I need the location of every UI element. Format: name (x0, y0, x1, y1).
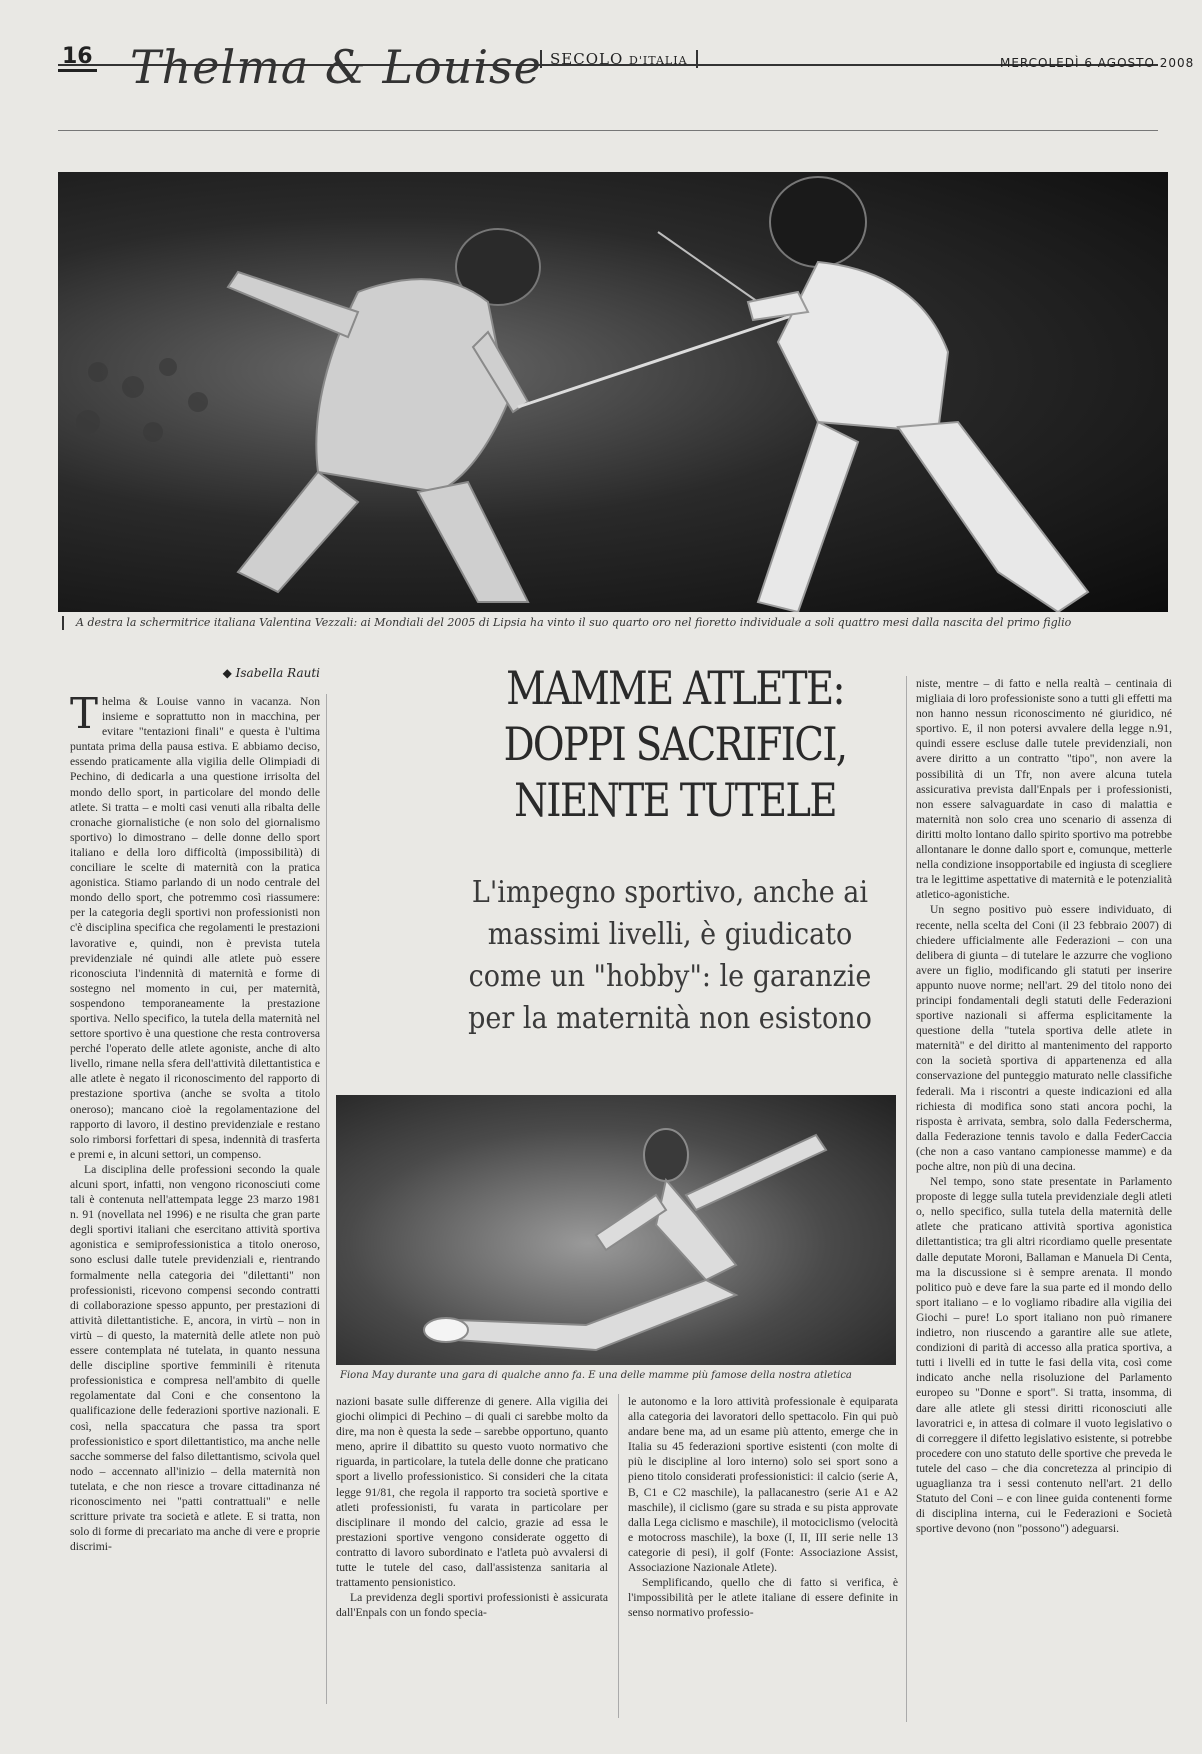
column-separator (906, 676, 907, 1722)
mid-photo-caption: Fiona May durante una gara di qualche anno fa. È una delle mamme più famose della nostra atletica (340, 1370, 852, 1381)
fencing-illustration (58, 172, 1168, 612)
text-column-4 (916, 676, 1172, 1722)
col4-paragraph-3: Nel tempo, sono state presentate in Parlamento proposte di legge sulla tutela previdenziale degli atleti o, nello specifico, sulla tutela della maternità delle atlete che praticano attività sportiva agonistica dilettantistica; tra gli altri ricordiamo quelle presentate dalle deputate Moroni, Ballaman e Manuela Di Centa, ma la discussione si è sempre arenata. Il mondo politico può e deve fare la sua parte ed il mondo dello sport italiano – e lo vogliamo ribadire alla vigilia dei Giochi – pure! Lo sport italiano non può rimanere indietro, non riuscendo a garantire alle sue atlete, condizioni di parità di accesso alla pratica sportiva, a tutti i livelli ed in tutte le fasi della vita, così come indicato anche nella risoluzione del Parlamento europeo su "Donne e sport". Si tratta, insomma, di dare alle atlete gli stessi diritti riconosciuti alle lavoratrici e, in attesa di colmare il vuoto legislativo o di correggere il difetto legislativo esistente, si potrebbe procedere con uno statuto delle sportive che preveda le tutele del caso – che dia concretezza al principio di uguaglianza tra i sessi contenuto nell'art. 21 dello Statuto del Coni – e con linee guida contenenti forme di disciplina interna, cui le Federazioni e Società sportive devono (non "possono") adeguarsi. (916, 1175, 1172, 1536)
page-number: 16 (58, 44, 97, 72)
col4-paragraph-2: Un segno positivo può essere individuato, di recente, nella scelta del Coni (il 23 febbraio 2007) di chiedere ufficialmente alle Federazioni – con una delibera di giunta – di tutelare le azzurre che vogliono avere un figlio, modificando gli statuti per inserire appunto nuove norme; nell'art. 29 del titolo nono dei principi fondamentali degli statuti delle Federazioni sportive nazionali si afferma esplicitamente la questione della "tutela sportiva delle atlete in maternità" e del diritto al mantenimento del rapporto con la società sportiva di appartenenza ed alla conservazione del punteggio maturato nelle classifiche federali. Ma i riscontri a queste indicazioni ed alla richiesta di modifica sono stati ancora pochi, la risposta è arrivata, sembra, solo dalla Federscherma, dalla Federazione tennis tavolo e dalla FederCaccia (che non a caso vantano campionesse mamme) e da poche altre, non più di una decina. (916, 903, 1172, 1173)
col3-paragraph-1: le autonomo e la loro attività professionale è equiparata alla categoria dei lavoratori dello spettacolo. Fin qui può andare bene ma, ad un esame più attento, emerge che in Italia su 45 federazioni sportive esistenti (con molte di più le discipline al loro interno) solo sei sport sono a pieno titolo considerati professionistici: il calcio (serie A, B, C1 e C2 maschile), la pallacanestro (serie A1 e A2 maschile), il ciclismo (gare su strada e su pista approvate dalla Lega ciclismo e maschile), il motociclismo (velocità e motocross maschile), la boxe (I, II, III serie nelle 13 categorie di pesi), il golf (Fonte: Associazione Assist, Associazione Nazionale Atlete). (628, 1395, 898, 1575)
article-subhead: L'impegno sportivo, anche ai massimi livelli, è giudicato come un "hobby": le garanzie per la maternità non esistono (468, 875, 872, 1036)
col1-paragraph-1: helma & Louise vanno in vacanza. Non insieme e soprattutto non in macchina, per evitare "tentazioni finali" e questa è l'ultima puntata prima della pausa estiva. E abbiamo deciso, essendo praticamente alla vigilia delle Olimpiadi di Pechino, di dedicarla a una questione irrisolta del mondo dello sport, in particolare del mondo delle atlete. Si tratta – e molti casi venuti alla ribalta delle cronache giornalistiche (e non solo del giornalismo sportivo) lo dimostrano – delle donne dello sport italiano e della loro difficoltà (impossibilità) di conciliare le scelte di maternità con la pratica agonistica. Stiamo parlando di un nodo centrale del mondo dello sport, che potremmo così riassumere: per la categoria degli sportivi non professionisti non c'è disciplina specifica che regolamenti le prestazioni lavorative e, quindi, non è prevista tutela previdenziale né quindi alle atlete può essere riconosciuta l'indennità di maternità e forme di sostegno nel momento in cui, per maternità, sospendono temporaneamente la prestazione sportiva. Nello specifico, la tutela della maternità nel settore sportivo è una questione che resta controversa perché l'operato delle atlete agoniste, anche di alto livello, rimane nella sfera dell'attività dilettantistica e alle atlete è negato il riconoscimento del rapporto di prestazione sportiva (anche se svolta a titolo oneroso); mancano cioè la regolamentazione del rapporto di lavoro, il destino previdenziale e restano solo rimborsi forfettari di spesa, indennità di trasferta e premi e, in alcuni settori, un compenso. (70, 695, 320, 1161)
athlete-illustration (336, 1095, 896, 1365)
text-column-3 (628, 1394, 898, 1718)
column-separator (326, 694, 327, 1704)
col2-paragraph-2: La previdenza degli sportivi professionisti è assicurata dall'Enpals con un fondo specia- (336, 1591, 608, 1620)
column-separator (618, 1394, 619, 1718)
paper-name: SECOLO (550, 50, 624, 68)
byline: ◆ Isabella Rauti (222, 666, 320, 680)
top-photo-caption-text: A destra la schermitrice italiana Valentina Vezzali: ai Mondiali del 2005 di Lipsia ha vinto il suo quarto oro nel fioretto individuale a soli quattro mesi dalla nascita del primo figlio (76, 616, 1072, 629)
byline-author: Isabella Rauti (235, 666, 320, 680)
text-column-2 (336, 1394, 608, 1718)
dropcap: T (70, 694, 99, 738)
fencing-photo (58, 172, 1168, 612)
athlete-photo (336, 1095, 896, 1365)
issue-date: MERCOLEDÌ 6 AGOSTO 2008 (1000, 56, 1195, 70)
newspaper-masthead (540, 50, 698, 68)
paper-suffix: D'ITALIA (629, 54, 688, 67)
col3-paragraph-2: Semplificando, quello che di fatto si verifica, è l'impossibilità per le atlete italiane di essere definite in senso normativo professio- (628, 1576, 898, 1620)
col2-paragraph-1: nazioni basate sulle differenze di genere. Alla vigilia dei giochi olimpici di Pechino – di quali ci sarebbe molto da dire, ma non è questa la sede – sarebbe opportuno, quanto meno, aprire il dibattito su questo vuoto normativo che riguarda, in particolare, la tutela delle donne che praticano sport a livello professionistico. Si consideri che la citata legge 91/81, che regola il rapporto tra società sportive e atleti professionisti, fu varata in particolare per disciplinare il mondo del calcio, grazie ad essa le prestazioni sportive vengono considerate oggetto di contratto di lavoro subordinato e l'atleta può avvalersi di tutte le tutele del caso, dall'assistenza sanitaria al trattamento pensionistico. (336, 1395, 608, 1590)
col4-paragraph-1: niste, mentre – di fatto e nella realtà – centinaia di migliaia di loro professioniste sono a tutti gli effetti ma non hanno nessun riconoscimento né giuridico, né sportivo. E, il non potersi avvalere della legge n.91, quindi essere escluse dalle tutele previdenziali, non avere diritto a un contratto "tipo", non avere la possibilità di un Tfr, non avere alcuna tutela assicurativa prevista dall'Enpals per i professionisti, non essere salvaguardate in caso di malattia e maternità non solo crea uno scenario di assenza di diritti molto lontano dallo spirito sportivo ma potrebbe allontanare le donne dallo sport e, comunque, metterle nella condizione insopportabile ed ingiusta di scegliere tra le legittime aspettative di maternità e le potenzialità atletico-agonistiche. (916, 677, 1172, 902)
top-photo-caption (62, 616, 1162, 630)
section-rubric: Thelma & Louise (130, 40, 542, 94)
article-headline: MAMME ATLETE: DOPPI SACRIFICI, NIENTE TUTELE (503, 661, 847, 827)
col1-paragraph-2: La disciplina delle professioni secondo la quale alcuni sport, infatti, non vengono riconosciuti come tali è contenuta nell'attempata legge 23 marzo 1981 n. 91 (novellata nel 1996) e ne risulta che gran parte degli sportivi italiani che esercitano attività sportiva agonistica e semiprofessionistica a titolo oneroso, sono esclusi dalle tutele previdenziali e, rientrando formalmente nella categoria dei "dilettanti" non professionisti, ricevono compensi secondo contratti di collaborazione spesso appunto, per prestazioni di attività dilettantistiche. E, ancora, in virtù – non in virtù – di questo, la maternità delle atlete non può essere contemplata né tutelata, in quanto nessuna delle discipline sportive femminili è ritenuta professionistica e compresa nell'ambito di quelle regolamentate dal Coni e che consentono la qualificazione delle federazioni sportive nazionali. E così, nella spaccatura che passa tra sport professionistico e sport dilettantistico, ma anche nelle sacche sommerse del falso dilettantismo, scivola quel nodo – accennato all'inizio – della maternità non tutelata, e che non riesce a trovare cittadinanza né riconoscimento nei "patti contrattuali" e nelle scritture private tra società e atlete. E si tratta, non solo di forme di precariato ma anche di vere e proprie discrimi- (70, 1162, 320, 1554)
header-subrule (58, 130, 1158, 131)
text-column-1 (70, 694, 320, 1704)
